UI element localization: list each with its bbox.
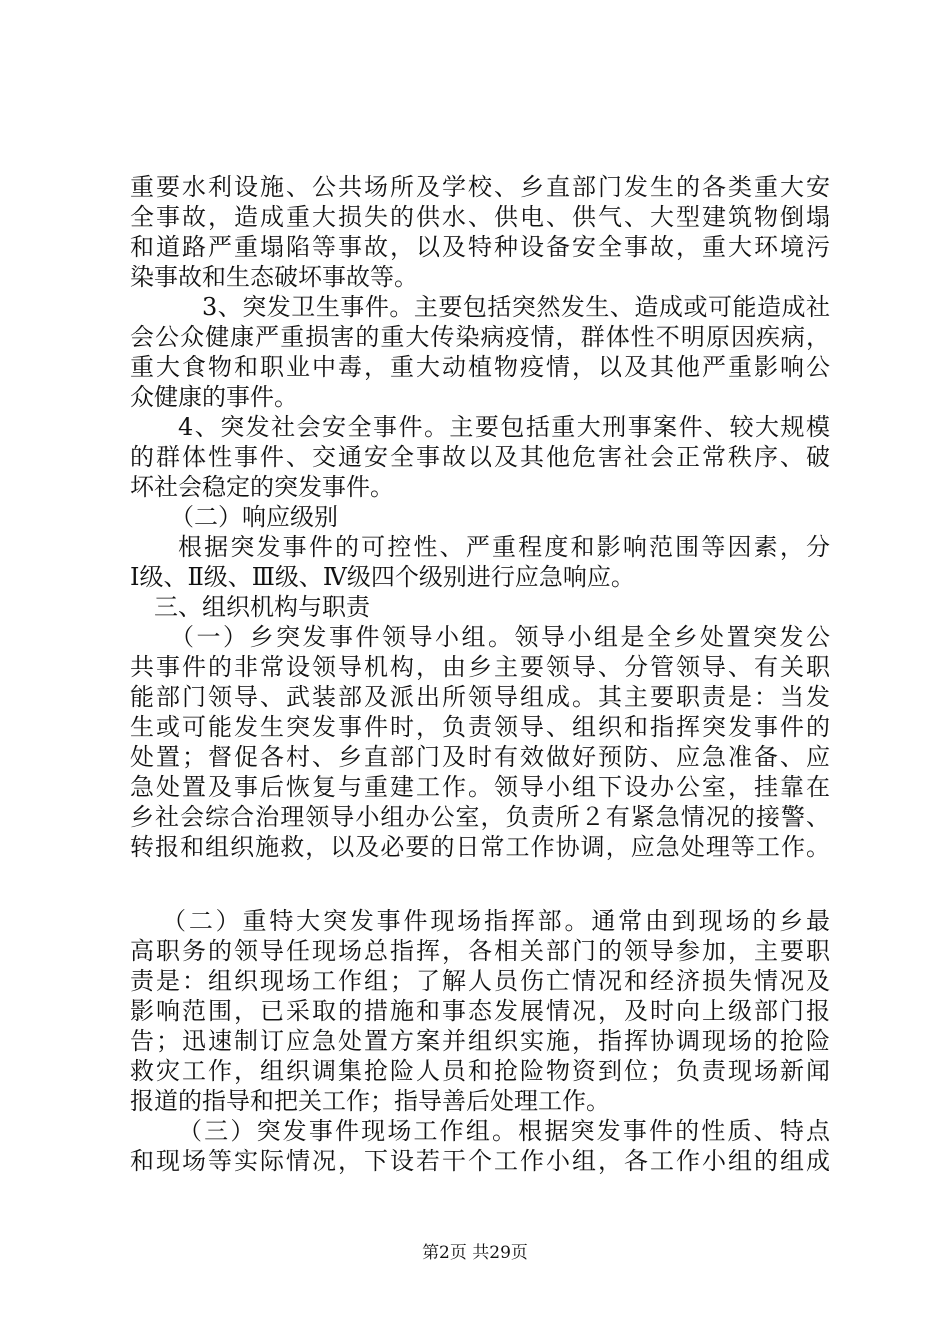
text-line: 坏社会稳定的突发事件。 [130,473,394,501]
paragraph-leading-group [130,622,830,862]
heading-response-level [130,502,830,532]
paragraph-social-security-events [130,412,830,502]
paragraph-spacer [130,862,830,906]
text-line: 的群体性事件、交通安全事故以及其他危害社会正常秩序、破 [130,443,830,471]
paragraph-accident-events [130,172,830,292]
text-line: 乡社会综合治理领导小组办公室，负责所２有紧急情况的接警、 [130,803,830,831]
text-line: 4、突发社会安全事件。主要包括重大刑事案件、较大规模 [178,413,830,441]
text-line: 众健康的事件。 [130,383,298,411]
page-number-footer: 第2页 共29页 [422,1243,528,1263]
text-line: 告；迅速制订应急处置方案并组织实施，指挥协调现场的抢险 [130,1027,830,1055]
heading-organization [130,592,830,622]
text-line: 共事件的非常设领导机构，由乡主要领导、分管领导、有关职 [130,653,830,681]
section-heading: 三、组织机构与职责 [154,593,370,621]
document-body [130,172,830,1176]
text-line: 生或可能发生突发事件时，负责领导、组织和指挥突发事件的 [130,713,830,741]
paragraph-field-command [130,906,830,1116]
text-line: 和道路严重塌陷等事故，以及特种设备安全事故，重大环境污 [130,233,830,261]
text-line: 高职务的领导任现场总指挥，各相关部门的领导参加，主要职 [130,937,830,965]
text-line: 和现场等实际情况，下设若干个工作小组，各工作小组的组成 [130,1147,830,1175]
text-line: 根据突发事件的可控性、严重程度和影响范围等因素，分 [178,533,830,561]
section-heading: （二）响应级别 [170,503,338,531]
text-line: 染事故和生态破坏事故等。 [130,263,418,291]
text-line: 转报和组织施救，以及必要的日常工作协调，应急处理等工作。 [130,833,830,861]
text-line: 全事故，造成重大损失的供水、供电、供气、大型建筑物倒塌 [130,203,830,231]
paragraph-health-events [130,292,830,412]
text-line: （二）重特大突发事件现场指挥部。通常由到现场的乡最 [162,907,830,935]
text-line: 影响范围，已采取的措施和事态发展情况，及时向上级部门报 [130,997,830,1025]
text-line: 责是：组织现场工作组；了解人员伤亡情况和经济损失情况及 [130,967,830,995]
text-line: （一）乡突发事件领导小组。领导小组是全乡处置突发公 [170,623,830,651]
text-line: 会公众健康严重损害的重大传染病疫情，群体性不明原因疾病， [130,323,830,351]
text-line: 重大食物和职业中毒，重大动植物疫情，以及其他严重影响公 [130,353,830,381]
text-line: 处置；督促各村、乡直部门及时有效做好预防、应急准备、应 [130,743,830,771]
text-line: （三）突发事件现场工作组。根据突发事件的性质、特点 [178,1117,830,1145]
text-line: 能部门领导、武装部及派出所领导组成。其主要职责是：当发 [130,683,830,711]
text-line: 报道的指导和把关工作；指导善后处理工作。 [130,1087,610,1115]
text-line: 急处置及事后恢复与重建工作。领导小组下设办公室，挂靠在 [130,773,830,801]
paragraph-response-level [130,532,830,592]
text-line: 救灾工作，组织调集抢险人员和抢险物资到位；负责现场新闻 [130,1057,830,1085]
paragraph-field-working-group [130,1116,830,1176]
text-line: Ⅰ级、Ⅱ级、Ⅲ级、Ⅳ级四个级别进行应急响应。 [130,563,635,591]
text-line: 重要水利设施、公共场所及学校、乡直部门发生的各类重大安 [130,173,830,201]
text-line: 3、突发卫生事件。主要包括突然发生、造成或可能造成社 [202,293,830,321]
